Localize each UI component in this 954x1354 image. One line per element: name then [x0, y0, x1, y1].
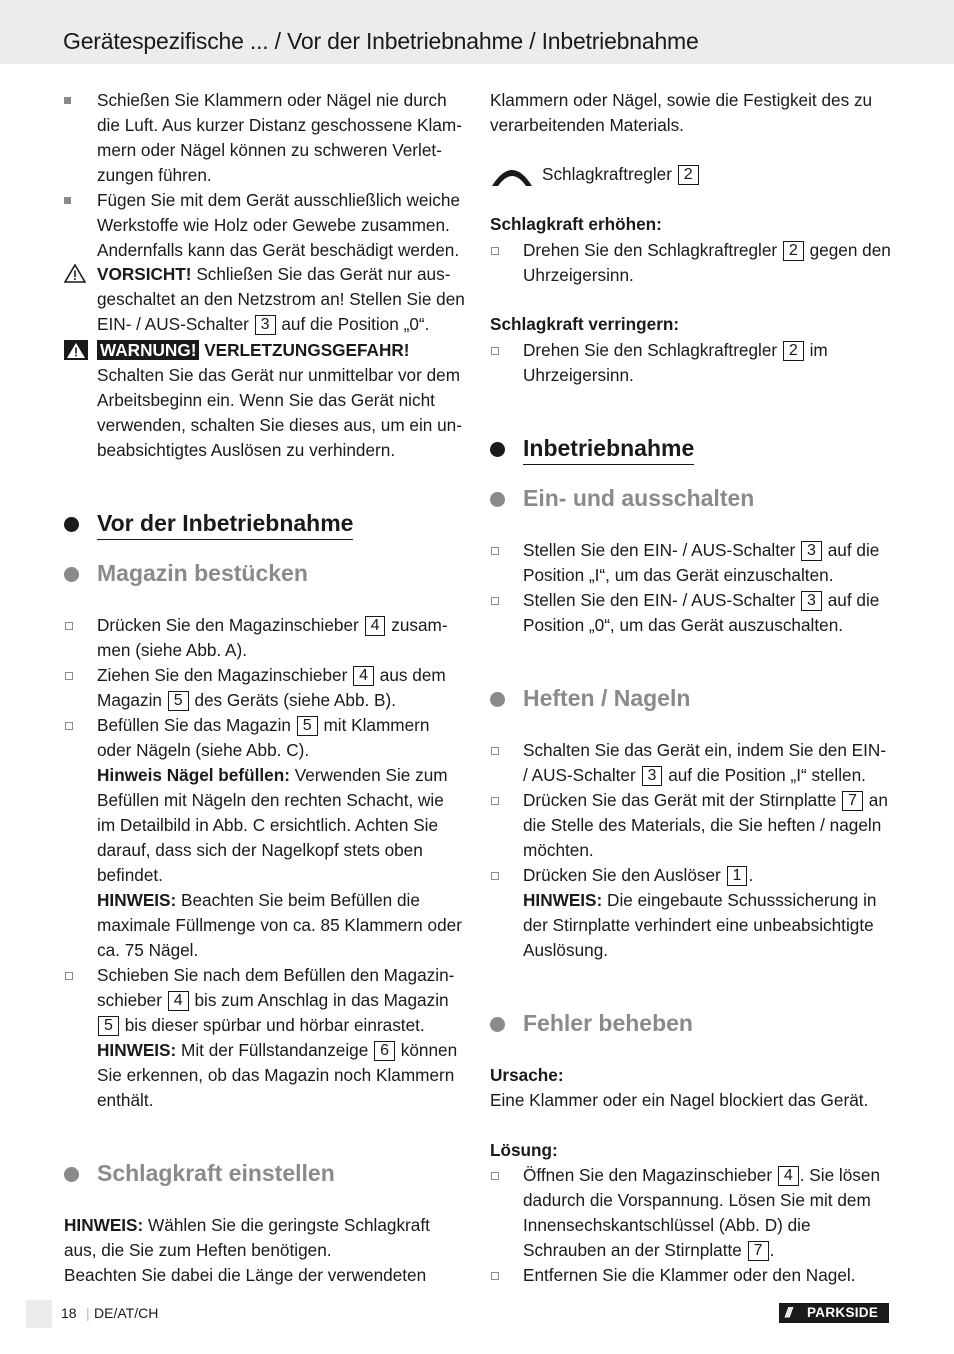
part-number: 7 [842, 791, 863, 811]
box-bullet-icon [491, 597, 499, 605]
box-bullet-icon [65, 672, 73, 680]
box-bullet-icon [65, 722, 73, 730]
box-bullet-icon [65, 622, 73, 630]
hint-label: HINWEIS: [97, 890, 177, 910]
box-bullet-icon [491, 1172, 499, 1180]
bullet-dot-icon [490, 442, 505, 457]
footer-region: DE/AT/CH [94, 1305, 159, 1321]
part-number: 2 [783, 341, 804, 361]
bullet-dot-icon [490, 1017, 505, 1032]
box-bullet-icon [65, 972, 73, 980]
bullet-dot-icon [64, 567, 79, 582]
box-bullet-icon [491, 797, 499, 805]
loesung-label: Lösung: [490, 1140, 558, 1160]
page-header [0, 0, 954, 64]
hint-label: HINWEIS: [64, 1215, 144, 1235]
part-number: 2 [678, 165, 699, 185]
box-bullet-icon [491, 547, 499, 555]
warning-label: WARNUNG! [97, 340, 199, 360]
hint-label: HINWEIS: [523, 890, 603, 910]
part-number: 3 [801, 591, 822, 611]
bullet-dot-icon [64, 1167, 79, 1182]
box-bullet-icon [491, 872, 499, 880]
part-number: 4 [778, 1166, 799, 1186]
dial-regulator-icon [490, 162, 534, 188]
hint-label: Hinweis Nägel befüllen: [97, 765, 290, 785]
part-number: 5 [297, 716, 318, 736]
part-number: 5 [168, 691, 189, 711]
page-number: 18 [61, 1305, 77, 1321]
part-number: 4 [365, 616, 386, 636]
logo-stripes-icon: /// [785, 1305, 791, 1320]
bullet-dot-icon [64, 517, 79, 532]
brand-logo: /// PARKSIDE [779, 1303, 889, 1323]
schlagkraft-down-title: Schlagkraft verringern: [490, 314, 680, 334]
bullet-dot-icon [490, 692, 505, 707]
ursache-label: Ursache: [490, 1065, 564, 1085]
continued-text: Klammern oder Nägel, sowie die Festigkeit des zu verarbeitenden Materials. [490, 90, 873, 135]
box-bullet-icon [491, 247, 499, 255]
part-number: 1 [727, 866, 748, 886]
footer-marker [26, 1300, 52, 1328]
warning-triangle-icon [64, 264, 86, 283]
square-bullet-icon [64, 97, 71, 104]
schlagkraft-up-title: Schlagkraft erhöhen: [490, 214, 662, 234]
page-title: Gerätespezifische ... / Vor der Inbetriebnahme / Inbetriebnahme [63, 28, 699, 54]
box-bullet-icon [491, 1272, 499, 1280]
part-number: 5 [98, 1016, 119, 1036]
part-number: 7 [748, 1241, 769, 1261]
bullet-dot-icon [490, 492, 505, 507]
part-number: 2 [783, 241, 804, 261]
part-number: 4 [168, 991, 189, 1011]
warning-title: VERLETZUNGSGEFAHR! [204, 340, 410, 360]
warning-filled-icon [64, 340, 88, 360]
footer-divider: | [86, 1305, 90, 1321]
part-number: 4 [353, 666, 374, 686]
part-number: 3 [801, 541, 822, 561]
part-number: 3 [642, 766, 663, 786]
box-bullet-icon [491, 747, 499, 755]
ursache-text: Eine Klammer oder ein Nagel blockiert das Gerät. [490, 1090, 869, 1110]
hint-label: HINWEIS: [97, 1040, 177, 1060]
part-number: 6 [374, 1041, 395, 1061]
caution-label: VORSICHT! [97, 264, 192, 284]
square-bullet-icon [64, 197, 71, 204]
box-bullet-icon [491, 347, 499, 355]
part-number: 3 [255, 315, 276, 335]
schlagkraft-hint: HINWEIS: Wählen Sie die geringste Schlagkraft aus, die Sie zum Heften benötigen. Beachten Sie dabei die Länge der verwendeten [64, 1215, 430, 1285]
